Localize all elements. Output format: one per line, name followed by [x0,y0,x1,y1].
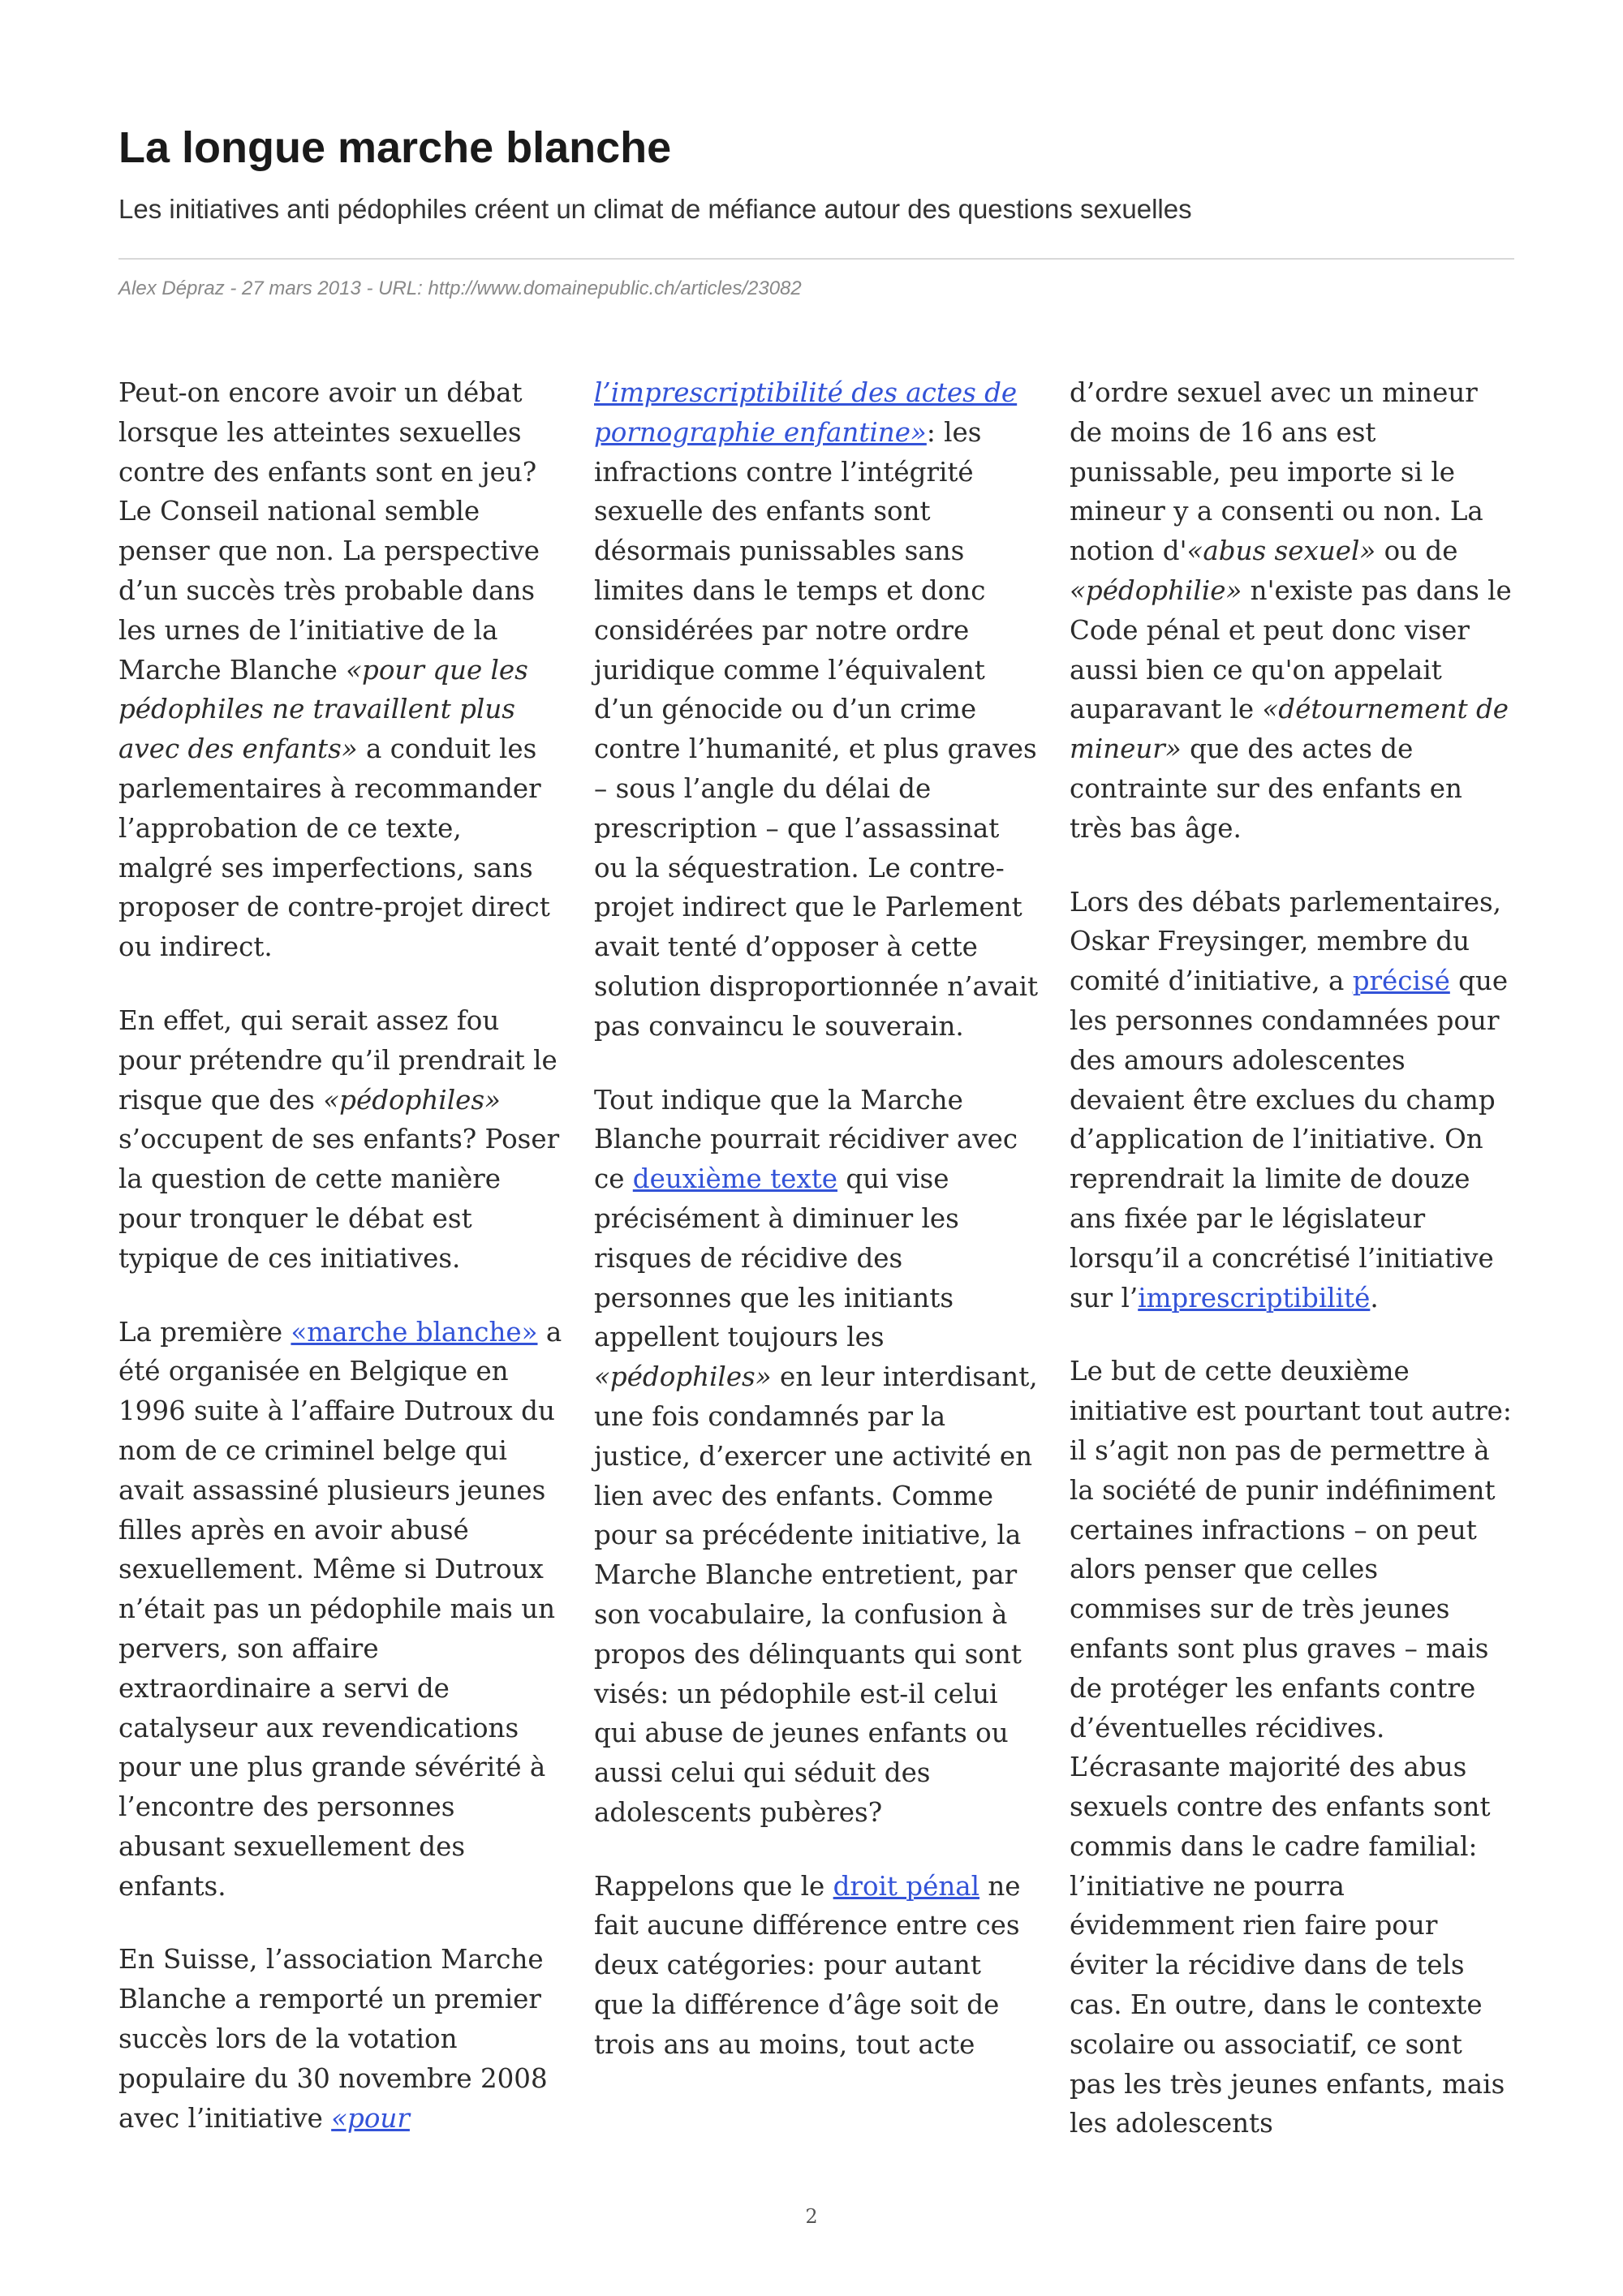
link-marche-blanche[interactable]: «marche blanche» [291,1316,538,1348]
quote-emphasis: «pédophiles» [594,1361,772,1393]
link-droit-penal[interactable]: droit pénal [833,1870,980,1902]
quote-emphasis: «pédophilie» [1070,574,1242,606]
article-subtitle: Les initiatives anti pédophiles créent un climat de méfiance autour des questions sexuelles [118,193,1192,224]
quote-emphasis: «pédophiles» [323,1084,501,1116]
paragraph: d’ordre sexuel avec un mineur de moins de 16 ans est punissable, peu importe si le mineur y a consenti ou non. La notion d'«abus sexuel» ou de «pédophilie» n'existe pas dans le Code pénal et peut donc viser aussi bien ce qu'on appelait auparavant le «détournement de mineur» que des actes de contrainte sur des enfants en très bas âge. [1070,377,1512,844]
paragraph: Peut-on encore avoir un débat lorsque les atteintes sexuelles contre des enfants sont en jeu? Le Conseil national semble penser que non. La perspective d’un succès très probable dans les urnes de l’initiative de la Marche Blanche «pour que les pédophiles ne travaillent plus avec des enfants» a conduit les parlementaires à recommander l’approbation de ce texte, malgré ses imperfections, sans proposer de contre-projet direct ou indirect. [118,377,550,963]
text-column-3 [1070,373,1514,2174]
text-column-1 [118,373,563,2172]
quote-emphasis: «pour que les pédophiles ne travaillent plus avec des enfants» [118,654,528,765]
article-body [118,373,1514,2174]
article-header [118,122,1514,300]
link-initiative-imprescriptibilite-cont[interactable]: l’imprescriptibilité des actes de pornographie enfantine» [594,377,1018,448]
quote-emphasis: «abus sexuel» [1186,535,1376,567]
page-title: La longue marche blanche [118,123,672,172]
paragraph: En Suisse, l’association Marche Blanche a remporté un premier succès lors de la votation populaire du 30 novembre 2008 avec l’initiative «pour [118,1944,548,2134]
page-number: 2 [805,2205,818,2228]
article-meta: Alex Dépraz - 27 mars 2013 - URL: http://www.domainepublic.ch/articles/23082 [118,277,802,300]
paragraph: Tout indique que la Marche Blanche pourrait récidiver avec ce deuxième texte qui vise précisément à diminuer les risques de récidive des personnes que les initiants appellent toujours les «pédophiles» en leur interdisant, une fois condamnés par la justice, d’exercer une activité en lien avec des enfants. Comme pour sa précédente initiative, la Marche Blanche entretient, par son vocabulaire, la confusion à propos des délinquants qui sont visés: un pédophile est-il celui qui abuse de jeunes enfants ou aussi celui qui séduit des adolescents pubères? [594,1084,1038,1828]
quote-emphasis: «détournement de mineur» [1070,694,1509,765]
header-divider [118,258,1514,260]
link-initiative-imprescriptibilite[interactable]: «pour [331,2102,410,2134]
paragraph: Lors des débats parlementaires, Oskar Freysinger, membre du comité d’initiative, a précisé que les personnes condamnées pour des amours adolescentes devaient être exclues du champ d’application de l’initiative. On reprendrait la limite de douze ans fixée par le législateur lorsqu’il a concrétisé l’initiative sur l’imprescriptibilité. [1070,886,1509,1314]
paragraph: Le but de cette deuxième initiative est pourtant tout autre: il s’agit non pas de permettre à la société de punir indéfiniment certaines infractions – on peut alors penser que celles commises sur de très jeunes enfants sont plus graves – mais de protéger les enfants contre d’éventuelles récidives. L’écrasante majorité des abus sexuels contre des enfants sont commis dans le cadre familial: l’initiative ne pourra évidemment rien faire pour éviter la récidive dans de tels cas. En outre, dans le contexte scolaire ou associatif, ce sont pas les très jeunes enfants, mais les adolescents [1070,1356,1512,2139]
link-deuxieme-texte[interactable]: deuxième texte [632,1163,838,1195]
paragraph: En effet, qui serait assez fou pour prétendre qu’il prendrait le risque que des «pédophiles» s’occupent de ses enfants? Poser la question de cette manière pour tronquer le débat est typique de ces initiatives. [118,1004,560,1274]
paragraph: l’imprescriptibilité des actes de pornographie enfantine»: les infractions contre l’intégrité sexuelle des enfants sont désormais punissables sans limites dans le temps et donc considérées par notre ordre juridique comme l’équivalent d’un génocide ou d’un crime contre l’humanité, et plus graves – sous l’angle du délai de prescription – que l’assassinat ou la séquestration. Le contre-projet indirect que le Parlement avait tenté d’opposer à cette solution disproportionnée n’avait pas convaincu le souverain. [594,377,1039,1042]
link-imprescriptibilite[interactable]: imprescriptibilité [1138,1282,1371,1314]
text-column-2 [594,373,1039,2099]
paragraph: Rappelons que le droit pénal ne fait aucune différence entre ces deux catégories: pour autant que la différence d’âge soit de trois ans au moins, tout acte [594,1870,1021,2060]
link-precise[interactable]: précisé [1352,965,1450,997]
paragraph: La première «marche blanche» a été organisée en Belgique en 1996 suite à l’affaire Dutroux du nom de ce criminel belge qui avait assassiné plusieurs jeunes filles après en avoir abusé sexuellement. Même si Dutroux n’était pas un pédophile mais un pervers, son affaire extraordinaire a servi de catalyseur aux revendications pour une plus grande sévérité à l’encontre des personnes abusant sexuellement des enfants. [118,1316,562,1902]
